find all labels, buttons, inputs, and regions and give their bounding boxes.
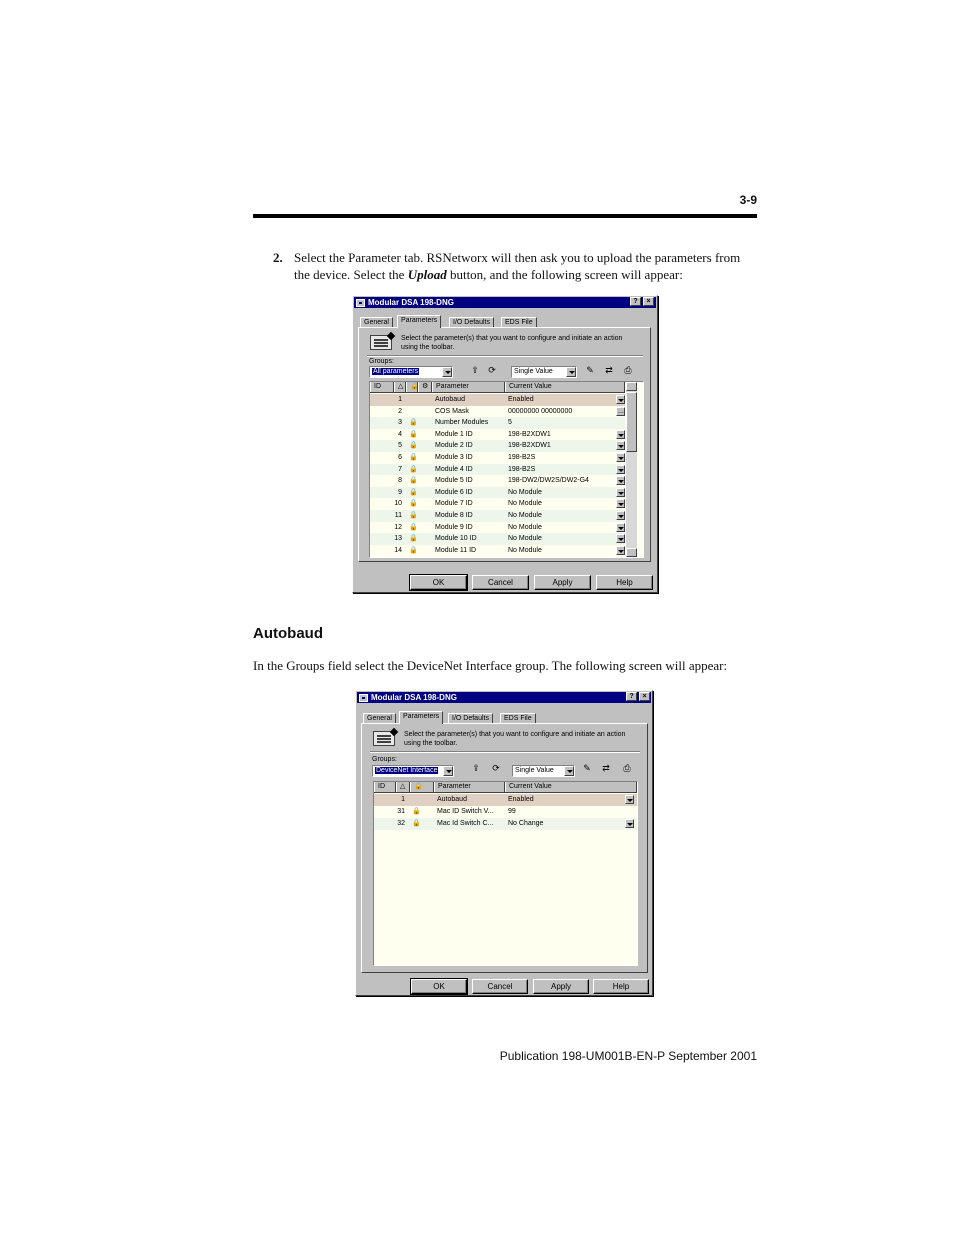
dialog-app-icon bbox=[359, 694, 368, 702]
view-select[interactable] bbox=[511, 366, 577, 378]
table-row[interactable] bbox=[370, 406, 625, 418]
col-lock[interactable] bbox=[410, 782, 434, 792]
view-selected-value: Single Value bbox=[515, 767, 554, 774]
col-current-value[interactable] bbox=[505, 382, 625, 392]
chevron-down-icon[interactable] bbox=[616, 465, 625, 474]
chevron-down-icon[interactable] bbox=[616, 523, 625, 532]
col-settings[interactable] bbox=[418, 382, 432, 392]
col-parameter[interactable] bbox=[434, 782, 505, 792]
table-row[interactable] bbox=[370, 464, 625, 476]
sort-icon: △ bbox=[398, 383, 404, 390]
chevron-down-icon[interactable] bbox=[616, 395, 625, 404]
chevron-down-icon[interactable] bbox=[616, 430, 625, 439]
row-parameter: Module 2 ID bbox=[435, 442, 473, 450]
intro-paragraph: In the Groups field select the DeviceNet Interface group. The following screen will appear: bbox=[253, 658, 728, 673]
row-id: 9 bbox=[398, 488, 402, 496]
help-title-button[interactable]: ? bbox=[626, 692, 637, 701]
tab-panel bbox=[361, 723, 648, 973]
tab-eds-file[interactable]: EDS File bbox=[500, 713, 536, 724]
row-parameter: Number Modules bbox=[435, 419, 489, 427]
table-row[interactable] bbox=[370, 510, 625, 522]
table-row[interactable] bbox=[370, 487, 625, 499]
lock-icon: 🔒 bbox=[412, 820, 421, 827]
table-row[interactable] bbox=[374, 794, 637, 806]
lock-icon: 🔒 bbox=[409, 523, 418, 531]
step-number: 2. bbox=[273, 250, 283, 265]
ellipsis-icon[interactable] bbox=[616, 407, 625, 416]
help-button[interactable]: Help bbox=[596, 575, 653, 590]
table-row[interactable] bbox=[374, 806, 637, 818]
vertical-scrollbar[interactable] bbox=[626, 382, 637, 557]
lock-icon: 🔒 bbox=[409, 442, 418, 450]
row-current-value: No Module bbox=[508, 546, 542, 554]
step-text-after: button, and the following screen will appear: bbox=[446, 267, 683, 282]
row-current-value: No Module bbox=[508, 512, 542, 519]
col-lock[interactable] bbox=[406, 382, 418, 392]
tab-parameters[interactable]: Parameters bbox=[399, 711, 443, 724]
col-current-value[interactable] bbox=[505, 782, 637, 792]
parameter-grid[interactable] bbox=[369, 381, 644, 558]
row-parameter: Module 7 ID bbox=[435, 500, 473, 508]
row-id: 3 bbox=[398, 419, 402, 427]
col-parameter[interactable] bbox=[432, 382, 505, 392]
compare-icon[interactable]: ⇄ bbox=[605, 365, 613, 375]
row-parameter: Module 3 ID bbox=[435, 454, 473, 461]
row-id: 14 bbox=[394, 546, 402, 554]
chevron-down-icon[interactable] bbox=[443, 766, 453, 776]
lock-icon: 🔒 bbox=[409, 535, 418, 543]
apply-button[interactable]: Apply bbox=[534, 575, 591, 590]
row-id: 11 bbox=[394, 512, 402, 519]
ok-button[interactable]: OK bbox=[411, 979, 467, 994]
row-id: 4 bbox=[398, 430, 402, 438]
chevron-down-icon[interactable] bbox=[442, 367, 452, 377]
parameter-grid[interactable] bbox=[373, 781, 638, 966]
tab-parameters[interactable]: Parameters bbox=[397, 315, 441, 328]
row-id: 32 bbox=[397, 820, 405, 827]
close-button[interactable]: × bbox=[643, 297, 654, 306]
ok-button[interactable]: OK bbox=[410, 575, 467, 590]
row-id: 10 bbox=[394, 500, 402, 508]
chevron-down-icon[interactable] bbox=[616, 511, 625, 520]
col-id[interactable] bbox=[370, 382, 394, 392]
table-row[interactable] bbox=[374, 818, 637, 830]
col-sort[interactable] bbox=[396, 782, 410, 792]
row-parameter: Module 9 ID bbox=[435, 523, 473, 531]
col-id-label: ID bbox=[374, 383, 381, 390]
col-id-label: ID bbox=[378, 783, 385, 790]
table-row[interactable] bbox=[370, 475, 625, 487]
col-current-value-label: Current Value bbox=[509, 783, 552, 790]
help-title-button[interactable]: ? bbox=[630, 297, 641, 306]
row-current-value: 198-B2S bbox=[508, 465, 536, 473]
upload-icon[interactable]: ⇪ bbox=[472, 763, 480, 773]
lock-icon: 🔒 bbox=[409, 500, 418, 508]
groups-selected-value: DeviceNet Interface bbox=[376, 767, 438, 774]
row-id: 7 bbox=[398, 465, 402, 473]
row-current-value: 00000000 00000000 bbox=[508, 407, 573, 415]
table-row[interactable] bbox=[370, 440, 625, 452]
dialog-title: Modular DSA 198-DNG bbox=[371, 693, 457, 702]
edit-icon[interactable]: ✎ bbox=[583, 763, 591, 773]
row-current-value: 99 bbox=[508, 808, 516, 815]
lock-icon: 🔒 bbox=[409, 546, 418, 554]
lock-icon: 🔒 bbox=[409, 419, 418, 427]
col-sort[interactable] bbox=[394, 382, 406, 392]
row-current-value: 198-B2XDW1 bbox=[508, 442, 551, 450]
row-parameter: Module 1 ID bbox=[435, 430, 473, 438]
tab-io-defaults[interactable]: I/O Defaults bbox=[448, 713, 493, 724]
chevron-down-icon[interactable] bbox=[616, 488, 625, 497]
row-current-value: Enabled bbox=[508, 396, 534, 403]
grid-header bbox=[370, 382, 625, 393]
row-id: 2 bbox=[398, 407, 402, 415]
row-id: 5 bbox=[398, 442, 402, 450]
row-parameter: Module 8 ID bbox=[435, 512, 473, 519]
print-icon[interactable]: ⎙ bbox=[624, 365, 632, 375]
scroll-up-button[interactable] bbox=[626, 382, 637, 391]
row-parameter: Module 4 ID bbox=[435, 465, 473, 473]
table-row[interactable] bbox=[370, 429, 625, 441]
chevron-down-icon[interactable] bbox=[625, 819, 634, 828]
row-parameter: Module 5 ID bbox=[435, 477, 473, 485]
separator bbox=[370, 751, 640, 753]
row-current-value: 198-B2XDW1 bbox=[508, 430, 551, 438]
publication-footer: Publication 198-UM001B-EN-P September 2001 bbox=[499, 1049, 757, 1063]
table-row[interactable] bbox=[370, 417, 625, 429]
table-row[interactable] bbox=[370, 452, 625, 464]
chevron-down-icon[interactable] bbox=[616, 476, 625, 485]
row-parameter: Module 10 ID bbox=[435, 535, 477, 543]
row-id: 6 bbox=[398, 454, 402, 461]
chevron-down-icon[interactable] bbox=[616, 546, 625, 555]
upload-icon[interactable]: ⇪ bbox=[471, 365, 479, 375]
step-2 bbox=[273, 249, 757, 283]
chevron-down-icon[interactable] bbox=[616, 453, 625, 462]
cancel-button[interactable]: Cancel bbox=[472, 575, 529, 590]
tab-panel bbox=[358, 327, 651, 562]
groups-selected-value: All parameters bbox=[373, 368, 419, 375]
dialog-devicenet-interface bbox=[355, 690, 653, 996]
table-row[interactable] bbox=[370, 394, 625, 406]
chevron-down-icon[interactable] bbox=[566, 367, 576, 377]
instruction-text: Select the parameter(s) that you want to configure and initiate an action using the toolbar. bbox=[404, 731, 626, 747]
lock-icon: 🔒 bbox=[410, 383, 419, 390]
close-button[interactable]: × bbox=[639, 692, 650, 701]
groups-select[interactable] bbox=[369, 366, 453, 378]
row-current-value: No Module bbox=[508, 488, 542, 496]
row-current-value: 198-DW2/DW2S/DW2-G4 bbox=[508, 477, 589, 485]
view-select[interactable] bbox=[512, 765, 575, 777]
lock-icon: 🔒 bbox=[409, 477, 418, 485]
row-parameter: Autobaud bbox=[437, 796, 467, 803]
scroll-down-button[interactable] bbox=[626, 548, 637, 557]
row-current-value: No Module bbox=[508, 535, 542, 543]
header-rule bbox=[253, 214, 757, 218]
lock-icon: 🔒 bbox=[409, 430, 418, 438]
lock-icon: 🔒 bbox=[409, 465, 418, 473]
chevron-down-icon[interactable] bbox=[616, 534, 625, 543]
tab-eds-file[interactable]: EDS File bbox=[501, 317, 537, 328]
col-parameter-label: Parameter bbox=[438, 783, 471, 790]
row-current-value: 198-B2S bbox=[508, 454, 536, 461]
help-button[interactable]: Help bbox=[593, 979, 649, 994]
row-parameter: Mac ID Switch V... bbox=[437, 808, 494, 815]
download-icon[interactable]: ⟳ bbox=[492, 763, 500, 773]
dialog-all-parameters bbox=[352, 295, 658, 593]
col-current-value-label: Current Value bbox=[509, 383, 552, 390]
settings-icon: ⚙ bbox=[422, 383, 429, 390]
scroll-thumb[interactable] bbox=[626, 392, 637, 452]
tab-io-defaults[interactable]: I/O Defaults bbox=[449, 317, 494, 328]
parameters-icon bbox=[373, 731, 395, 746]
lock-icon: 🔒 bbox=[409, 488, 418, 496]
lock-icon: 🔒 bbox=[414, 783, 423, 790]
lock-icon: 🔒 bbox=[409, 512, 418, 519]
cancel-button[interactable]: Cancel bbox=[472, 979, 528, 994]
lock-icon: 🔒 bbox=[409, 454, 418, 461]
apply-button[interactable]: Apply bbox=[533, 979, 589, 994]
separator bbox=[367, 355, 643, 357]
chevron-down-icon[interactable] bbox=[616, 499, 625, 508]
page-number: 3-9 bbox=[739, 193, 757, 207]
groups-label: Groups: bbox=[372, 756, 397, 763]
row-parameter: COS Mask bbox=[435, 407, 469, 415]
row-current-value: 5 bbox=[508, 419, 512, 427]
dialog-titlebar bbox=[354, 297, 656, 308]
row-current-value: No Module bbox=[508, 523, 542, 531]
sort-icon: △ bbox=[400, 783, 406, 790]
download-icon[interactable]: ⟳ bbox=[488, 365, 496, 375]
step-text-before: Select the Parameter tab. RSNetworx will then ask you to upload the parameters from the device. Select the bbox=[294, 250, 741, 282]
upload-word: Upload bbox=[407, 267, 447, 282]
table-row[interactable] bbox=[370, 533, 625, 545]
lock-icon: 🔒 bbox=[412, 808, 421, 815]
section-heading: Autobaud bbox=[253, 625, 323, 642]
grid-header bbox=[374, 782, 637, 793]
dialog-title: Modular DSA 198-DNG bbox=[368, 298, 454, 307]
chevron-down-icon[interactable] bbox=[616, 441, 625, 450]
row-current-value: No Change bbox=[508, 820, 544, 827]
dialog-titlebar bbox=[357, 692, 651, 703]
col-parameter-label: Parameter bbox=[436, 383, 469, 390]
parameters-icon bbox=[370, 335, 392, 350]
row-parameter: Module 6 ID bbox=[435, 488, 473, 496]
row-id: 8 bbox=[398, 477, 402, 485]
chevron-down-icon[interactable] bbox=[625, 795, 634, 804]
row-id: 1 bbox=[398, 396, 402, 403]
row-id: 12 bbox=[394, 523, 402, 531]
row-parameter: Autobaud bbox=[435, 396, 465, 403]
row-parameter: Mac Id Switch C... bbox=[437, 820, 494, 827]
chevron-down-icon[interactable] bbox=[564, 766, 574, 776]
view-selected-value: Single Value bbox=[514, 368, 553, 375]
row-id: 31 bbox=[397, 808, 405, 815]
row-parameter: Module 11 ID bbox=[435, 546, 477, 554]
compare-icon[interactable]: ⇄ bbox=[602, 763, 610, 773]
groups-label: Groups: bbox=[369, 358, 394, 365]
row-id: 13 bbox=[394, 535, 402, 543]
groups-select[interactable] bbox=[372, 765, 454, 777]
row-id: 1 bbox=[401, 796, 405, 803]
table-row[interactable] bbox=[370, 545, 625, 557]
col-id[interactable] bbox=[374, 782, 396, 792]
print-icon[interactable]: ⎙ bbox=[623, 763, 631, 773]
table-row[interactable] bbox=[370, 522, 625, 534]
table-row[interactable] bbox=[370, 498, 625, 510]
row-current-value: Enabled bbox=[508, 796, 534, 803]
step-text bbox=[294, 249, 757, 283]
edit-icon[interactable]: ✎ bbox=[586, 365, 594, 375]
instruction-text: Select the parameter(s) that you want to configure and initiate an action using the toolbar. bbox=[401, 335, 623, 351]
dialog-app-icon bbox=[356, 299, 365, 307]
tab-general[interactable]: General bbox=[360, 317, 393, 328]
tab-general[interactable]: General bbox=[363, 713, 396, 724]
row-current-value: No Module bbox=[508, 500, 542, 508]
